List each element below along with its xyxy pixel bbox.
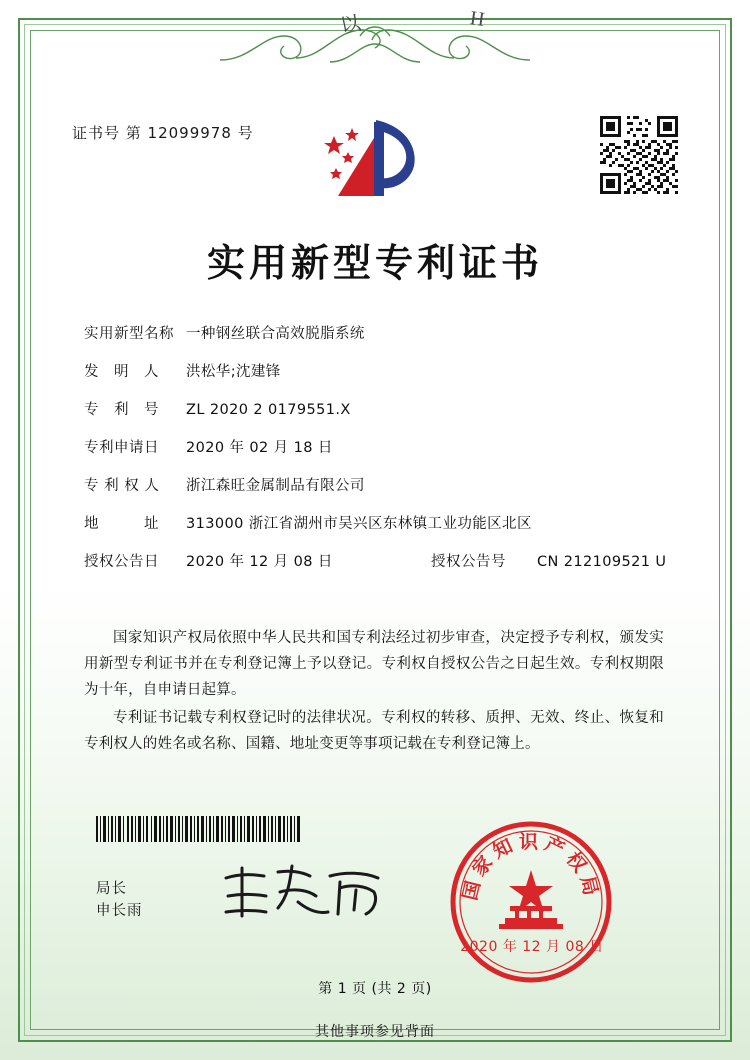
field-row [84,322,670,343]
page-number: 第 1 页 (共 2 页) [318,981,432,997]
field-label-patentee: 专 利 权 人 [84,478,160,494]
handwritten-mark-1: 以 [338,12,363,38]
body-paragraph-1: 国家知识产权局依照中华人民共和国专利法经过初步审查，决定授予专利权，颁发实用新型专利证书并在专利登记簿上予以登记。专利权自授权公告之日起生效。专利权期限为十年，自申请日起算。 [84,630,664,698]
field-value-application-date: 2020 年 02 月 18 日 [186,440,333,456]
svg-text:国家知识产权局: 国家知识产权局 [459,831,603,903]
handwritten-signature [218,862,388,924]
scroll-ornament-icon [210,14,540,70]
field-label-application-date: 专利申请日 [84,440,159,456]
director-name-label: 申长雨 [96,903,143,919]
certificate-number: 证书号 第 12099978 号 [72,124,254,142]
field-value-grant-no: CN 212109521 U [537,554,667,570]
field-row [84,398,670,419]
field-value-patentee: 浙江森旺金属制品有限公司 [186,478,365,494]
field-value-inventor: 洪松华;沈建锋 [186,364,281,380]
field-label-patent-no: 专 利 号 [84,402,159,418]
footer-note: 其他事项参见背面 [315,1024,435,1040]
field-row [84,474,670,495]
body-paragraph-2: 专利证书记载专利权登记时的法律状况。专利权的转移、质押、无效、终止、恢复和专利权人的姓名或名称、国籍、地址变更等事项记载在专利登记簿上。 [84,710,664,752]
field-label-grant-date: 授权公告日 [84,554,159,570]
seal-date: 2020 年 12 月 08 日 [460,939,604,955]
field-value-name: 一种钢丝联合高效脱脂系统 [186,326,365,342]
field-row [84,360,670,381]
handwritten-mark-2: H [468,7,486,31]
field-label-name: 实用新型名称 [84,326,174,342]
body-text [84,625,664,759]
barcode-icon [96,816,301,842]
official-seal [447,818,615,986]
field-list [84,322,670,588]
signature-labels [96,878,143,922]
field-row [84,512,670,533]
director-role-label: 局长 [96,881,127,897]
field-row-dual [84,550,670,571]
field-label-inventor: 发 明 人 [84,364,159,380]
cnipa-logo-icon [318,112,428,204]
field-label-grant-no: 授权公告号 [431,554,506,570]
field-value-grant-date: 2020 年 12 月 08 日 [186,554,333,570]
field-value-patent-no: ZL 2020 2 0179551.X [186,402,351,418]
field-value-address: 313000 浙江省湖州市吴兴区东林镇工业功能区北区 [186,516,532,532]
qr-code-icon [600,116,678,194]
field-label-address: 地 址 [84,516,159,532]
field-row [84,436,670,457]
page-title: 实用新型专利证书 [206,241,543,285]
